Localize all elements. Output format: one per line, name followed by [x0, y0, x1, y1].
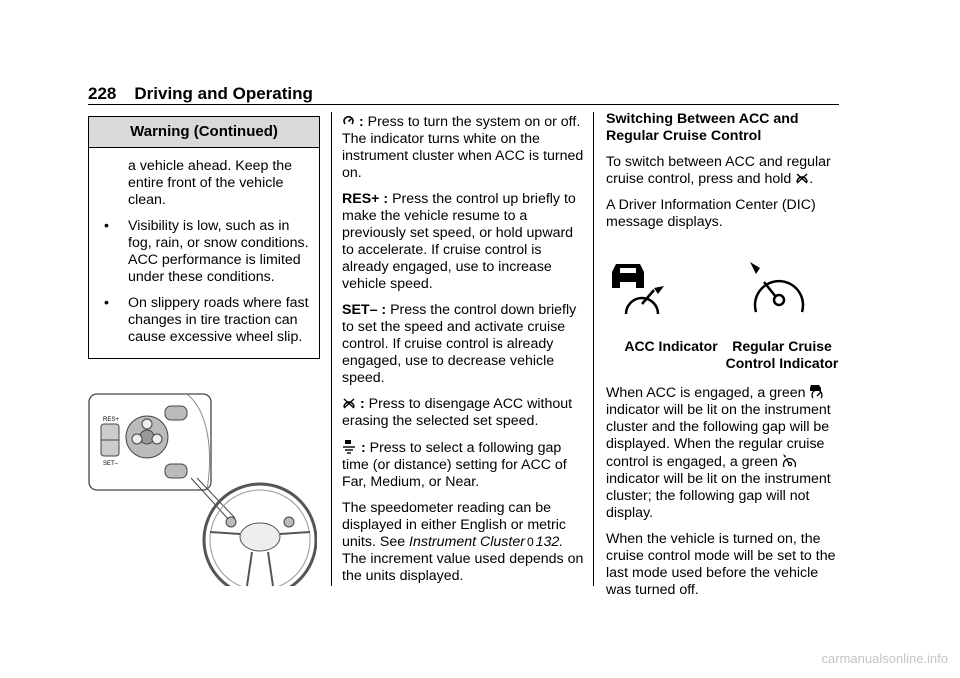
steering-wheel-illustration — [87, 392, 317, 586]
set-paragraph — [342, 302, 584, 387]
warning-title: Warning (Continued) — [89, 117, 319, 148]
wheel-right-control — [284, 517, 294, 527]
speedometer-paragraph — [342, 500, 584, 585]
power-paragraph — [342, 114, 584, 182]
acc-indicator-small-icon — [809, 384, 823, 399]
last-mode-paragraph: When the vehicle is turned on, the cruise control mode will be set to the last mode used before the vehicle was turned off. — [606, 531, 836, 598]
res-paragraph — [342, 191, 584, 293]
column-3 — [606, 111, 842, 608]
regular-caption-line-1: Regular Cruise — [732, 338, 832, 354]
watermark: carmanualsonline.info — [821, 651, 948, 666]
cruise-cancel-icon — [795, 172, 809, 185]
acc-indicator-icon — [610, 260, 670, 316]
cancel-text: Press to disengage ACC without erasing the selected set speed. — [342, 396, 573, 429]
regular-caption-line-2: Control Indicator — [725, 355, 839, 371]
set-text: Press the control down briefly to set the speed and activate cruise control. If cruise control is already engaged, use to decrease vehicle speed. — [342, 302, 577, 386]
cruise-cancel-icon — [342, 397, 356, 410]
column-2 — [342, 114, 584, 594]
subheading: Switching Between ACC and Regular Cruise Control — [606, 111, 799, 144]
indicator-figure — [606, 240, 842, 372]
cancel-icon — [132, 434, 142, 444]
switch-text-end: . — [809, 171, 814, 187]
column-1 — [88, 116, 320, 359]
switch-text: To switch between ACC and regular cruise control, press and hold — [606, 154, 831, 187]
res-text: Press the control up briefly to make the vehicle resume to a previously set speed, or hold upward to accelerate. If cruise control is already engaged, use to increase vehicle speed. — [342, 191, 576, 292]
bullet-dot: • — [104, 295, 109, 311]
cancel-paragraph — [342, 396, 584, 430]
res-label-text: RES+ : — [342, 191, 389, 207]
steering-wheel-svg — [87, 392, 317, 586]
speedo-text-before: The speedometer reading can be displayed in either English or metric units. See — [342, 500, 566, 550]
lower-right-button — [165, 464, 187, 478]
set-label: SET– — [103, 461, 119, 467]
section-title: Driving and Operating — [134, 84, 313, 103]
regular-cruise-caption — [720, 338, 844, 372]
indicator-text-2: indicator will be lit on the instrument cluster and the following gap will be displayed. When the regular cruise control is engaged, a green — [606, 402, 831, 470]
warning-bullet-text: Visibility is low, such as in fog, rain, or snow conditions. ACC performance is limited under these conditions. — [128, 218, 309, 285]
gap-icon — [152, 434, 162, 444]
gap-paragraph — [342, 439, 584, 491]
regular-cruise-indicator-icon — [746, 260, 808, 316]
warning-bullet-2 — [104, 295, 311, 346]
warning-bullet-1 — [104, 218, 311, 286]
page-header — [88, 84, 313, 104]
regular-cruise-small-icon — [782, 453, 796, 468]
cruise-power-icon — [342, 115, 355, 128]
res-label: RES+ — [103, 417, 119, 423]
instrument-cluster-link[interactable]: Instrument Cluster — [409, 534, 525, 550]
upper-right-button — [165, 406, 187, 420]
gap-separator: : — [357, 440, 370, 456]
bullet-dot: • — [104, 218, 109, 234]
dic-paragraph: A Driver Information Center (DIC) message displays. — [606, 197, 816, 230]
set-label-text: SET– : — [342, 302, 387, 318]
gap-text: Press to select a following gap time (or distance) setting for ACC of Far, Medium, or Near. — [342, 440, 567, 490]
wheel-hub — [240, 523, 280, 551]
page-ref-number[interactable]: 132. — [535, 534, 564, 550]
indicator-paragraph — [606, 384, 842, 522]
header-rule — [88, 104, 839, 105]
following-gap-icon — [342, 439, 357, 454]
indicator-text-1: When ACC is engaged, a green — [606, 385, 810, 401]
callout-leader-line-2 — [197, 478, 235, 518]
column-divider-2 — [593, 112, 594, 586]
wheel-left-control — [226, 517, 236, 527]
warning-body — [89, 148, 319, 346]
switch-paragraph — [606, 154, 842, 188]
power-text: Press to turn the system on or off. The indicator turns white on the instrument cluster when ACC is turned on. — [342, 114, 584, 181]
page-ref-arrow-icon: 0 — [526, 535, 534, 549]
speedo-text-after: The increment value used depends on the units displayed. — [342, 551, 584, 584]
power-separator: : — [355, 114, 368, 130]
warning-continued-text: a vehicle ahead. Keep the entire front of the vehicle clean. — [128, 158, 293, 208]
power-icon — [142, 419, 152, 429]
indicator-text-3: indicator will be lit on the instrument cluster; the following gap will not display. — [606, 471, 831, 521]
column-divider-1 — [331, 112, 332, 586]
warning-box — [88, 116, 320, 359]
acc-indicator-caption: ACC Indicator — [624, 338, 718, 354]
page-number: 228 — [88, 84, 117, 103]
cancel-separator: : — [356, 396, 369, 412]
warning-bullet-text: On slippery roads where fast changes in tire traction can cause excessive wheel slip. — [128, 295, 309, 345]
